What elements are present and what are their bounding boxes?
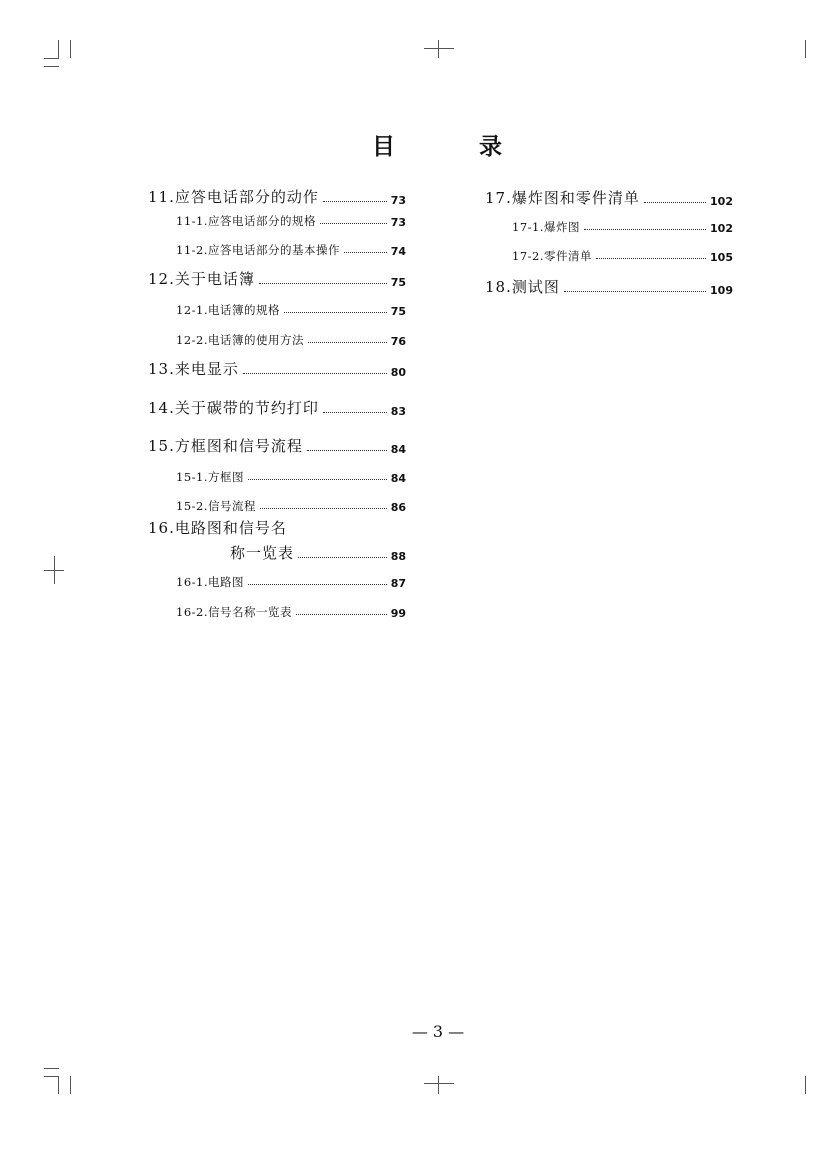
toc-entry[interactable] [148,268,406,289]
leader-dots [323,412,387,413]
entry-page: 102 [710,222,733,235]
entry-page: 74 [390,245,406,258]
entry-page: 87 [390,577,406,590]
leader-dots [260,508,387,509]
entry-label: 13.来电显示 [148,360,239,378]
entry-label: 15-2.信号流程 [176,499,256,513]
toc-entry[interactable] [148,186,406,207]
leader-dots [248,479,387,480]
leader-dots [596,258,706,259]
entry-label: 11-2.应答电话部分的基本操作 [176,243,340,257]
toc-entry[interactable] [176,498,406,514]
leader-dots [248,584,387,585]
entry-page: 86 [390,501,406,514]
toc-entry[interactable] [176,469,406,485]
entry-page: 80 [390,366,406,379]
entry-page: 75 [390,276,406,289]
entry-page: 73 [390,194,406,207]
entry-label: 14.关于碳带的节约打印 [148,399,319,417]
title-char-2: 录 [479,133,502,160]
leader-dots [344,252,387,253]
entry-label: 称一览表 [230,544,295,562]
entry-page: 83 [390,405,406,418]
leader-dots [298,557,387,558]
entry-page: 99 [390,607,406,620]
entry-label: 18.测试图 [485,278,560,296]
entry-label: 17-1.爆炸图 [512,220,580,234]
entry-label: 15.方框图和信号流程 [148,437,303,455]
entry-page: 84 [390,472,406,485]
entry-label: 16-1.电路图 [176,575,244,589]
leader-dots [307,450,387,451]
toc-entry[interactable] [176,242,406,258]
toc-entry[interactable] [148,358,406,379]
toc-entry[interactable] [176,574,406,590]
leader-dots [243,373,387,374]
toc-entry[interactable] [230,542,406,563]
entry-page: 109 [710,284,733,297]
entry-label: 12.关于电话簿 [148,270,255,288]
toc-entry[interactable] [176,302,406,318]
toc-entry[interactable] [148,435,406,456]
entry-label: 11-1.应答电话部分的规格 [176,214,316,228]
entry-label: 17.爆炸图和零件清单 [485,189,640,207]
leader-dots [259,283,387,284]
toc-entry[interactable] [148,397,406,418]
entry-label: 16-2.信号名称一览表 [176,605,292,619]
entry-label: 15-1.方框图 [176,470,244,484]
toc-entry[interactable] [485,276,733,297]
toc-entry[interactable] [176,604,406,620]
toc-entry[interactable] [176,213,406,229]
entry-label: 11.应答电话部分的动作 [148,188,319,206]
toc-entry-line1[interactable]: 16.电路图和信号名 [148,519,287,537]
leader-dots [308,342,387,343]
entry-page: 102 [710,195,733,208]
leader-dots [296,614,387,615]
entry-label: 17-2.零件清单 [512,249,592,263]
entry-page: 73 [390,216,406,229]
entry-page: 76 [390,335,406,348]
page-title [372,128,502,161]
leader-dots [644,202,706,203]
leader-dots [564,291,706,292]
entry-page: 88 [390,550,406,563]
leader-dots [320,223,387,224]
entry-label: 12-2.电话簿的使用方法 [176,333,304,347]
leader-dots [323,201,387,202]
leader-dots [284,312,387,313]
toc-entry[interactable] [176,332,406,348]
toc-entry[interactable] [512,219,733,235]
toc-entry[interactable] [485,187,733,208]
entry-page: 84 [390,443,406,456]
leader-dots [584,229,706,230]
title-char-1: 目 [372,133,395,160]
entry-label: 12-1.电话簿的规格 [176,303,280,317]
page-number: — 3 — [411,1022,465,1041]
toc-entry[interactable] [512,248,733,264]
entry-page: 75 [390,305,406,318]
entry-page: 105 [710,251,733,264]
